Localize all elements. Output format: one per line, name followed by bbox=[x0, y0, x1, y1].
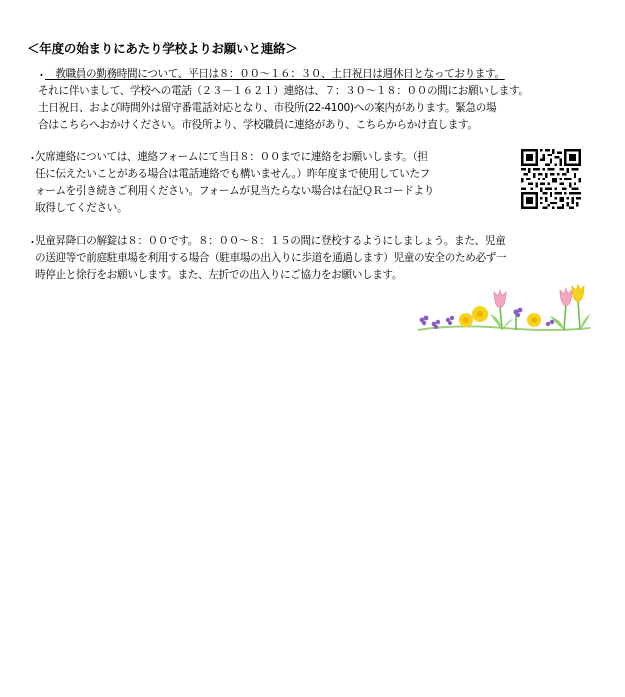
section-1-line-4: 合はこちらへおかけください。市役所より、学校職員に連絡があり、こちらからかけ直します。 bbox=[38, 119, 478, 131]
section-2-line-4: 取得してください。 bbox=[35, 202, 128, 214]
section-2-line-3: ォームを引き続きご利用ください。フォームが見当たらない場合は右記ＱＲコードより bbox=[35, 185, 434, 197]
section-1-line-2: それに伴いまして、学校への電話（２３－１６２１）連絡は、７：３０～１８：００の間にお願いします。 bbox=[38, 85, 529, 97]
section-2-line-2: 任に伝えたいことがある場合は電話連絡でも構いません。）昨年度まで使用していたフ bbox=[35, 168, 430, 180]
qr-code-icon[interactable] bbox=[521, 149, 581, 209]
section-heading: ＜年度の始まりにあたり学校よりお願いと連絡＞ bbox=[27, 41, 298, 56]
bullet-3: ・ bbox=[27, 236, 38, 249]
section-3-line-1: 児童昇降口の解錠は８：００です。８：００～８：１５の間に登校するようにしましょう。また、児童 bbox=[35, 235, 506, 247]
bullet-1: ・ bbox=[36, 69, 47, 82]
section-3-line-3: 時停止と徐行をお願いします。また、左折での出入りにご協力をお願いします。 bbox=[35, 269, 403, 281]
spring-flowers-illustration bbox=[416, 284, 592, 334]
section-2-line-1: 欠席連絡については、連絡フォームにて当日８：００までに連絡をお願いします。（担 bbox=[35, 151, 428, 163]
section-1-line-3: 土日祝日、および時間外は留守番電話対応となり、市役所(22-4100)への案内があります。緊急の場 bbox=[38, 102, 497, 114]
section-3-line-2: の送迎等で前庭駐車場を利用する場合（駐車場の出入りに歩道を通過します）児童の安全のため必ず一 bbox=[35, 252, 507, 264]
bullet-2: ・ bbox=[27, 152, 38, 165]
section-1-line-1: 教職員の勤務時間について、平日は８：００～１６：３０、土日祝日は週休日となっております。 bbox=[45, 68, 505, 80]
